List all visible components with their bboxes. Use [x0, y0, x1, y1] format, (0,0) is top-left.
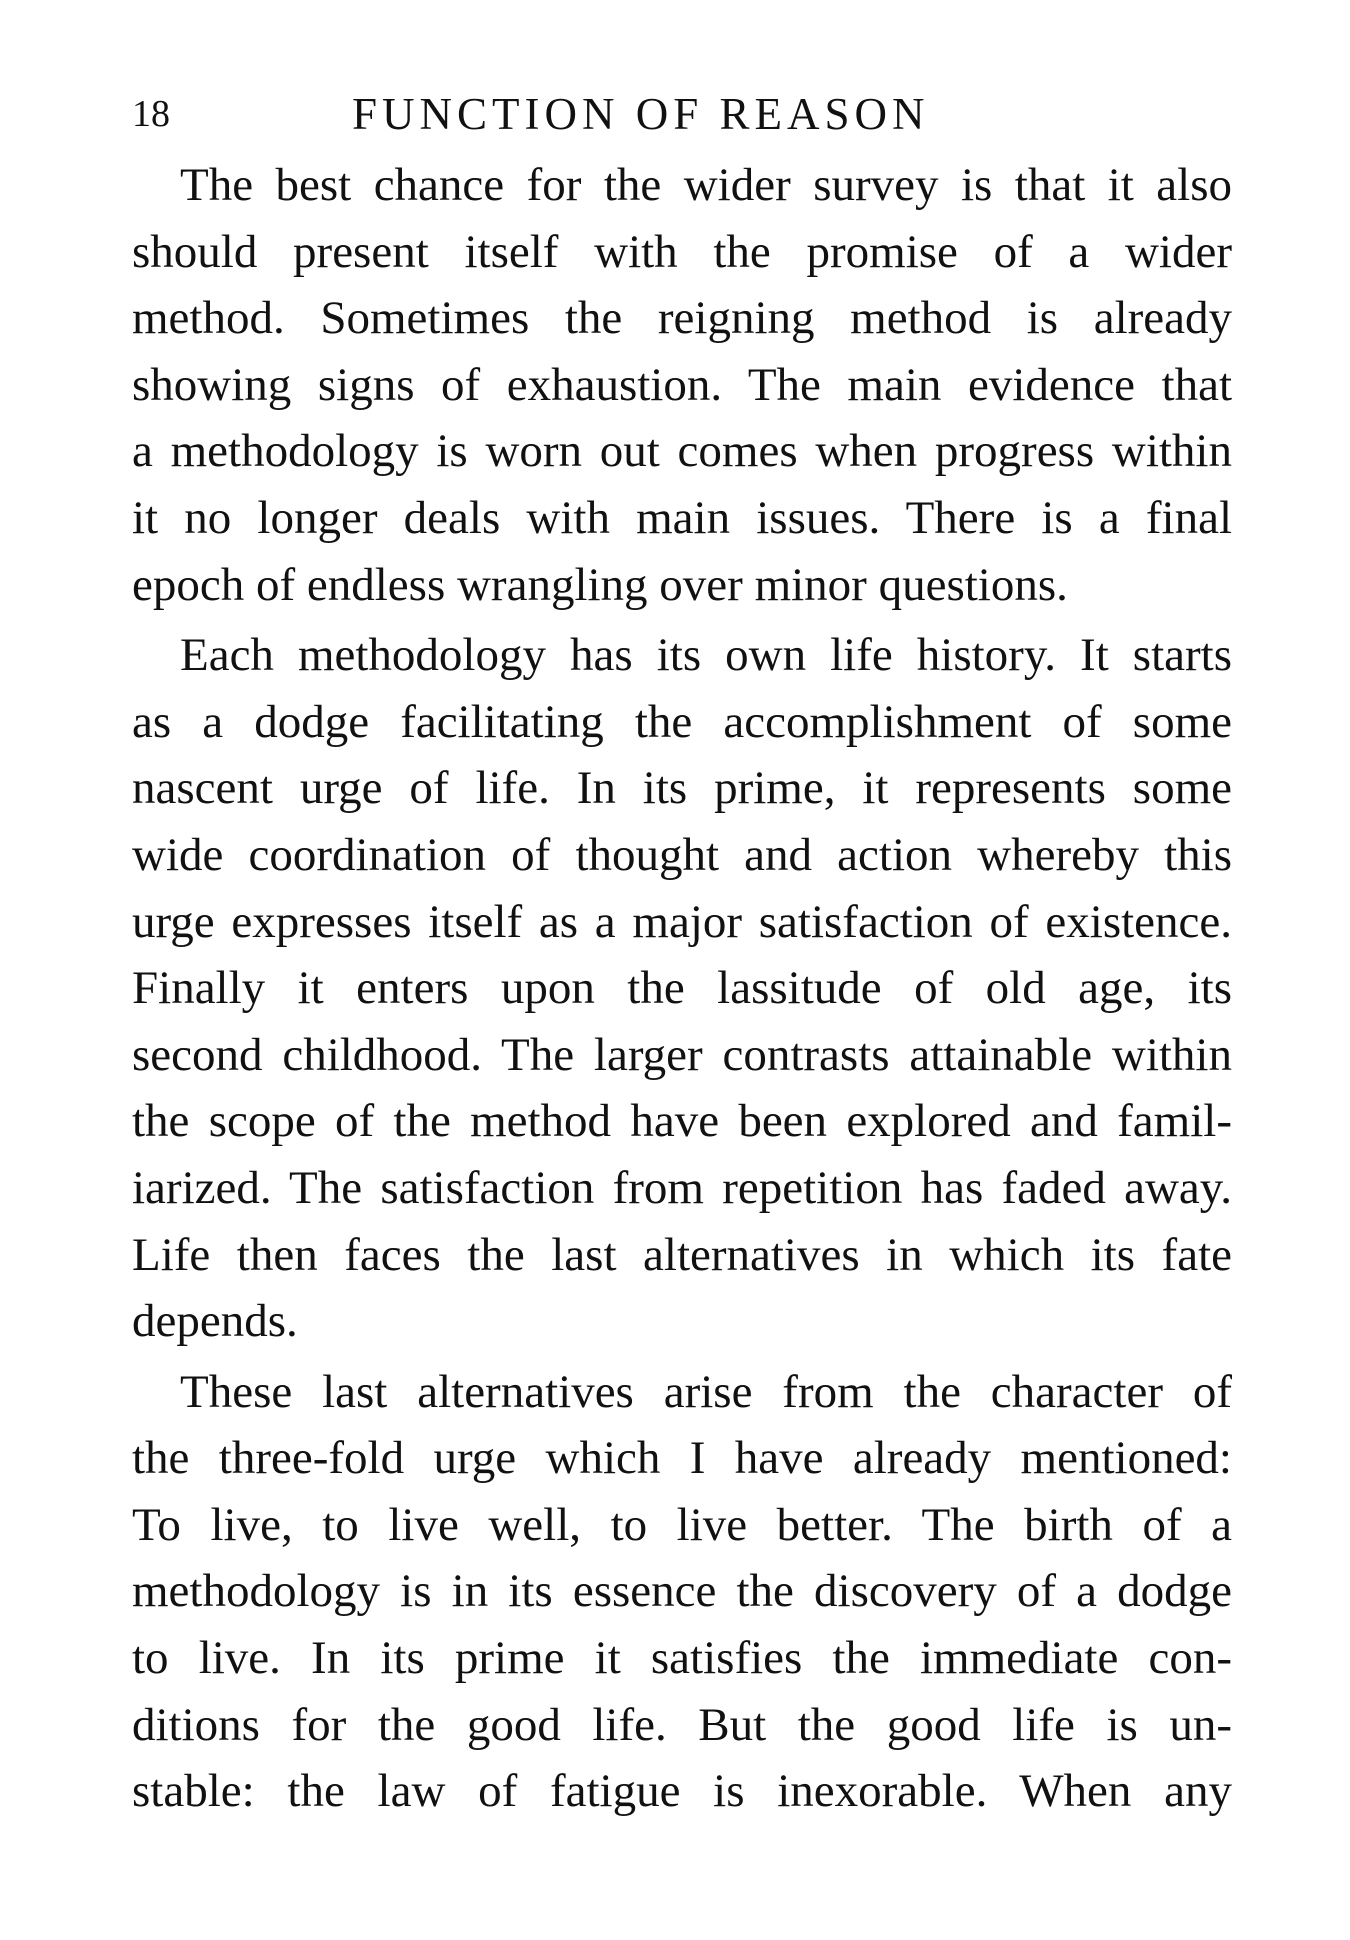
text-line: methodology is in its essence the discovery of a dodge [132, 1565, 1232, 1618]
paragraph-3 [132, 1359, 1232, 1825]
text-line: iarized. The satisfaction from repetition has faded away. [132, 1161, 1232, 1214]
text-line: should present itself with the promise of a wider [132, 225, 1232, 278]
text-line: The best chance for the wider survey is that it also [180, 159, 1232, 211]
text-line: epoch of endless wrangling over minor questions. [132, 558, 1068, 611]
text-line: wide coordination of thought and action whereby this [132, 828, 1232, 881]
text-line: nascent urge of life. In its prime, it represents some [132, 762, 1232, 815]
text-line: method. Sometimes the reigning method is already [132, 292, 1232, 345]
text-line: To live, to live well, to live better. The birth of a [132, 1498, 1232, 1551]
text-line: Finally it enters upon the lassitude of old age, its [132, 962, 1232, 1015]
text-line: urge expresses itself as a major satisfaction of existence. [132, 895, 1232, 948]
paragraph-2 [132, 622, 1232, 1355]
running-head [132, 84, 1232, 144]
running-title: FUNCTION OF REASON [352, 89, 930, 139]
text-line: depends. [132, 1295, 298, 1348]
text-line: Each methodology has its own life history. It starts [180, 629, 1232, 682]
text-line: it no longer deals with main issues. There is a final [132, 491, 1232, 544]
text-line: showing signs of exhaustion. The main evidence that [132, 358, 1232, 411]
body-text [132, 152, 1232, 1829]
text-line: the scope of the method have been explored and famil- [132, 1095, 1232, 1148]
page-number: 18 [132, 93, 170, 135]
text-line: the three-fold urge which I have already mentioned: [132, 1432, 1232, 1485]
paragraph-1 [132, 152, 1232, 618]
text-line: as a dodge facilitating the accomplishment of some [132, 695, 1232, 748]
text-line: stable: the law of fatigue is inexorable. When any [132, 1765, 1232, 1818]
text-line: to live. In its prime it satisfies the immediate con- [132, 1632, 1232, 1685]
text-line: These last alternatives arise from the character of [180, 1365, 1232, 1418]
text-line: a methodology is worn out comes when progress within [132, 425, 1232, 478]
text-line: Life then faces the last alternatives in which its fate [132, 1228, 1232, 1281]
text-line: second childhood. The larger contrasts attainable within [132, 1028, 1232, 1081]
text-line: ditions for the good life. But the good life is un- [132, 1698, 1232, 1751]
